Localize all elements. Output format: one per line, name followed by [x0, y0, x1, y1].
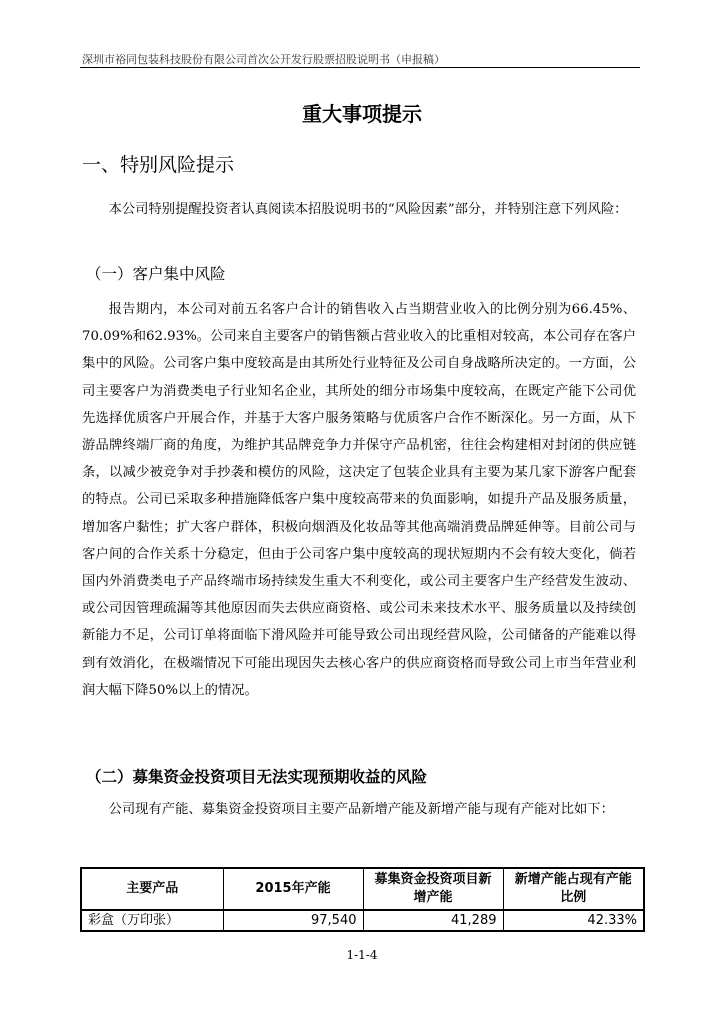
table-cell-product: 彩盒（万印张）	[81, 910, 223, 931]
table-header-cell: 募集资金投资项目新增产能	[363, 868, 503, 910]
table-cell-new-capacity: 41,289	[363, 910, 503, 931]
table-header-cell: 2015年产能	[223, 868, 363, 910]
subsection-heading-fundraising-risk: （二）募集资金投资项目无法实现预期收益的风险	[86, 768, 428, 786]
table-cell-capacity-2015: 97,540	[223, 910, 363, 931]
header-divider	[80, 67, 640, 68]
table-header-cell: 主要产品	[81, 868, 223, 910]
page-number: 1-1-4	[346, 948, 378, 962]
page-title: 重大事项提示	[302, 102, 422, 126]
document-header: 深圳市裕同包装科技股份有限公司首次公开发行股票招股说明书（申报稿）	[82, 53, 445, 66]
table-row	[81, 910, 644, 931]
customer-concentration-paragraph: 报告期内，本公司对前五名客户合计的销售收入占当期营业收入的比例分别为66.45%、70.09%和62.93%。公司来自主要客户的销售额占营业收入的比重相对较高，本公司存在客户集中的风险。公司客户集中度较高是由其所处行业特征及公司自身战略所决定的。一方面，公司主要客户为消费类电子行业知名企业，其所处的细分市场集中度较高，在既定产能下公司优先选择优质客户开展合作，并基于大客户服务策略与优质客户合作不断深化。另一方面，从下游品牌终端厂商的角度，为维护其品牌竞争力并保守产品机密，往往会构建相对封闭的供应链条，以减少被竞争对手抄袭和模仿的风险，这决定了包装企业具有主要为某几家下游客户配套的特点。公司已采取多种措施降低客户集中度较高带来的负面影响，如提升产品及服务质量，增加客户黏性；扩大客户群体，积极向烟酒及化妆品等其他高端消费品牌延伸等。目前公司与客户间的合作关系十分稳定，但由于公司客户集中度较高的现状短期内不会有较大变化，倘若国内外消费类电子产品终端市场持续发生重大不利变化，或公司主要客户生产经营发生波动、或公司因管理疏漏等其他原因而失去供应商资格、或公司未来技术水平、服务质量以及持续创新能力不足，公司订单将面临下滑风险并可能导致公司出现经营风险，公司储备的产能难以得到有效消化，在极端情况下可能出现因失去核心客户的供应商资格而导致公司上市当年营业利润大幅下降50%以上的情况。	[82, 302, 636, 698]
table-header-cell: 新增产能占现有产能比例	[503, 868, 644, 910]
capacity-intro-paragraph: 公司现有产能、募集资金投资项目主要产品新增产能及新增产能与现有产能对比如下：	[108, 802, 614, 817]
table-cell-ratio: 42.33%	[503, 910, 644, 931]
capacity-table	[80, 867, 645, 932]
subsection-heading-customer-concentration: （一）客户集中风险	[86, 265, 226, 283]
section-heading-special-risk: 一、特别风险提示	[82, 154, 235, 176]
table-header-row	[81, 868, 644, 910]
intro-paragraph: 本公司特别提醒投资者认真阅读本招股说明书的“风险因素”部分，并特别注意下列风险：	[108, 202, 628, 217]
